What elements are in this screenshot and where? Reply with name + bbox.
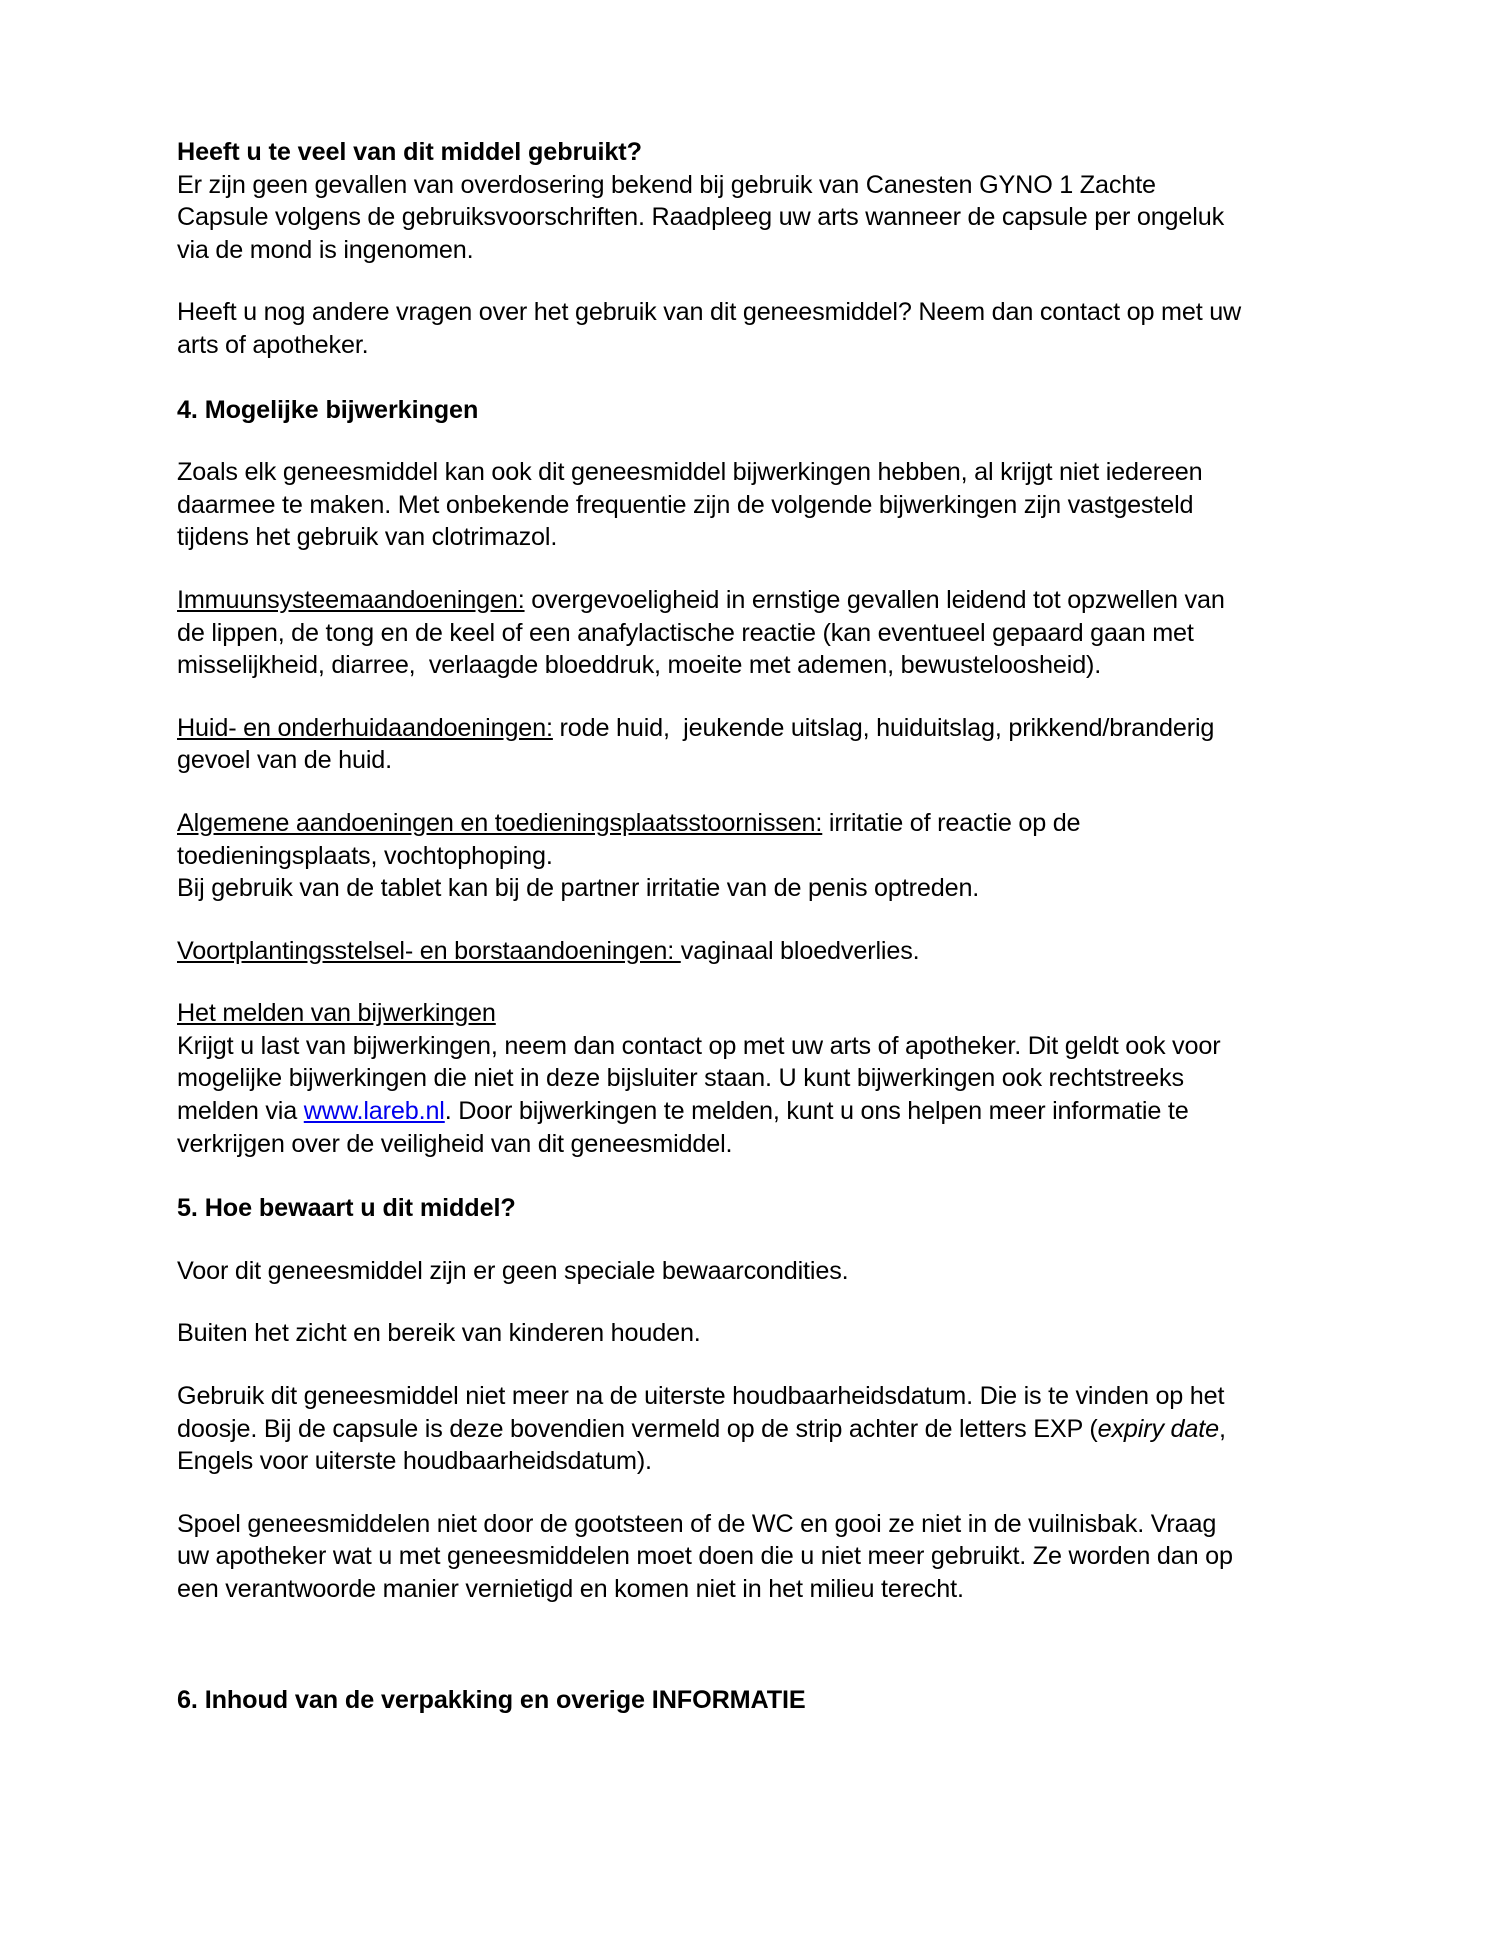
lead-in-skin-disorders: Huid- en onderhuidaandoeningen: [177, 713, 553, 742]
paragraph-immune-disorders [177, 584, 1253, 682]
expiry-date-italic: expiry date [1097, 1414, 1219, 1443]
lead-in-reproductive-disorders: Voortplantingsstelsel- en borstaandoeningen: [177, 936, 681, 965]
heading-reporting-side-effects [177, 997, 1253, 1030]
spacer [177, 554, 1253, 584]
spacer [177, 1287, 1253, 1317]
heading-reporting-side-effects-text: Het melden van bijwerkingen [177, 999, 496, 1028]
spacer [177, 777, 1253, 807]
body-immune-disorders: overgevoeligheid in ernstige gevallen leidend tot opzwellen van de lippen, de tong en de keel of een anafylactische reactie (kan eventueel gepaard gaan met misselijkheid, diarree, verlaagde bloeddruk, moeite met ademen, bewusteloosheid). [177, 585, 1232, 680]
body-skin-disorders: rode huid, jeukende uitslag, huiduitslag, prikkend/branderig gevoel van de huid. [177, 713, 1221, 775]
expiry-text-after: , Engels voor uiterste houdbaarheidsdatum). [177, 1414, 1233, 1476]
spacer [177, 682, 1253, 712]
spacer [177, 1225, 1253, 1255]
section-heading-4: 4. Mogelijke bijwerkingen [177, 395, 479, 424]
paragraph-skin-disorders [177, 712, 1253, 777]
body-general-disorders: irritatie of reactie op de toedieningsplaats, vochtophoping. [177, 808, 1088, 870]
spacer [177, 426, 1253, 456]
section-heading-6: 6. Inhoud van de verpakking en overige INFORMATIE [177, 1685, 806, 1714]
spacer [177, 1478, 1253, 1508]
expiry-text-before: Gebruik dit geneesmiddel niet meer na de uiterste houdbaarheidsdatum. Die is te vinden op het doosje. Bij de capsule is deze bovendien vermeld op de strip achter de letters EXP ( [177, 1382, 1232, 1443]
lareb-link[interactable]: www.lareb.nl [303, 1097, 445, 1126]
spacer [177, 266, 1253, 296]
paragraph-general-disorders [177, 807, 1253, 872]
paragraph-overdose: Er zijn geen gevallen van overdosering bekend bij gebruik van Canesten GYNO 1 Zachte Capsule volgens de gebruiksvoorschriften. Raadpleeg uw arts wanneer de capsule per ongeluk via de mond is ingenomen. [177, 170, 1231, 264]
paragraph-expiry-date [177, 1380, 1253, 1478]
paragraph-reporting-side-effects [177, 1030, 1253, 1160]
lead-in-general-disorders: Algemene aandoeningen en toedieningsplaatsstoornissen: [177, 808, 823, 837]
spacer [177, 967, 1253, 997]
paragraph-keep-out-of-reach: Buiten het zicht en bereik van kinderen houden. [177, 1319, 701, 1348]
spacer [177, 1160, 1253, 1192]
heading-overdose: Heeft u te veel van dit middel gebruikt? [177, 138, 642, 166]
spacer [177, 905, 1253, 935]
reporting-text-after: . Door bijwerkingen te melden, kunt u ons helpen meer informatie te verkrijgen over de veiligheid van dit geneesmiddel. [177, 1097, 1196, 1158]
paragraph-reproductive-disorders [177, 935, 1253, 968]
paragraph-disposal: Spoel geneesmiddelen niet door de gootsteen of de WC en gooi ze niet in de vuilnisbak. Vraag uw apotheker wat u met geneesmiddelen moet doen die u niet meer gebruikt. Ze worden dan op een verantwoorde manier vernietigd en komen niet in het milieu terecht. [177, 1509, 1240, 1603]
spacer [177, 1350, 1253, 1380]
paragraph-side-effects-intro: Zoals elk geneesmiddel kan ook dit geneesmiddel bijwerkingen hebben, al krijgt niet iedereen daarmee te maken. Met onbekende frequentie zijn de volgende bijwerkingen zijn vastgesteld tijdens het gebruik van clotrimazol. [177, 458, 1210, 552]
spacer [177, 362, 1253, 394]
reporting-text-before: Krijgt u last van bijwerkingen, neem dan contact op met uw arts of apotheker. Dit geldt ook voor mogelijke bijwerkingen die niet in deze bijsluiter staan. U kunt bijwerkingen ook rechtstreeks melden via [177, 1031, 1228, 1126]
paragraph-questions: Heeft u nog andere vragen over het gebruik van dit geneesmiddel? Neem dan contact op met uw arts of apotheker. [177, 298, 1248, 359]
lead-in-immune-disorders: Immuunsysteemaandoeningen: [177, 585, 525, 614]
spacer [177, 1606, 1253, 1684]
paragraph-general-disorders-extra: Bij gebruik van de tablet kan bij de partner irritatie van de penis optreden. [177, 874, 980, 903]
section-heading-5: 5. Hoe bewaart u dit middel? [177, 1194, 516, 1223]
document-body [177, 136, 1253, 1716]
paragraph-storage-conditions: Voor dit geneesmiddel zijn er geen speciale bewaarcondities. [177, 1256, 849, 1285]
body-reproductive-disorders: vaginaal bloedverlies. [680, 936, 920, 965]
